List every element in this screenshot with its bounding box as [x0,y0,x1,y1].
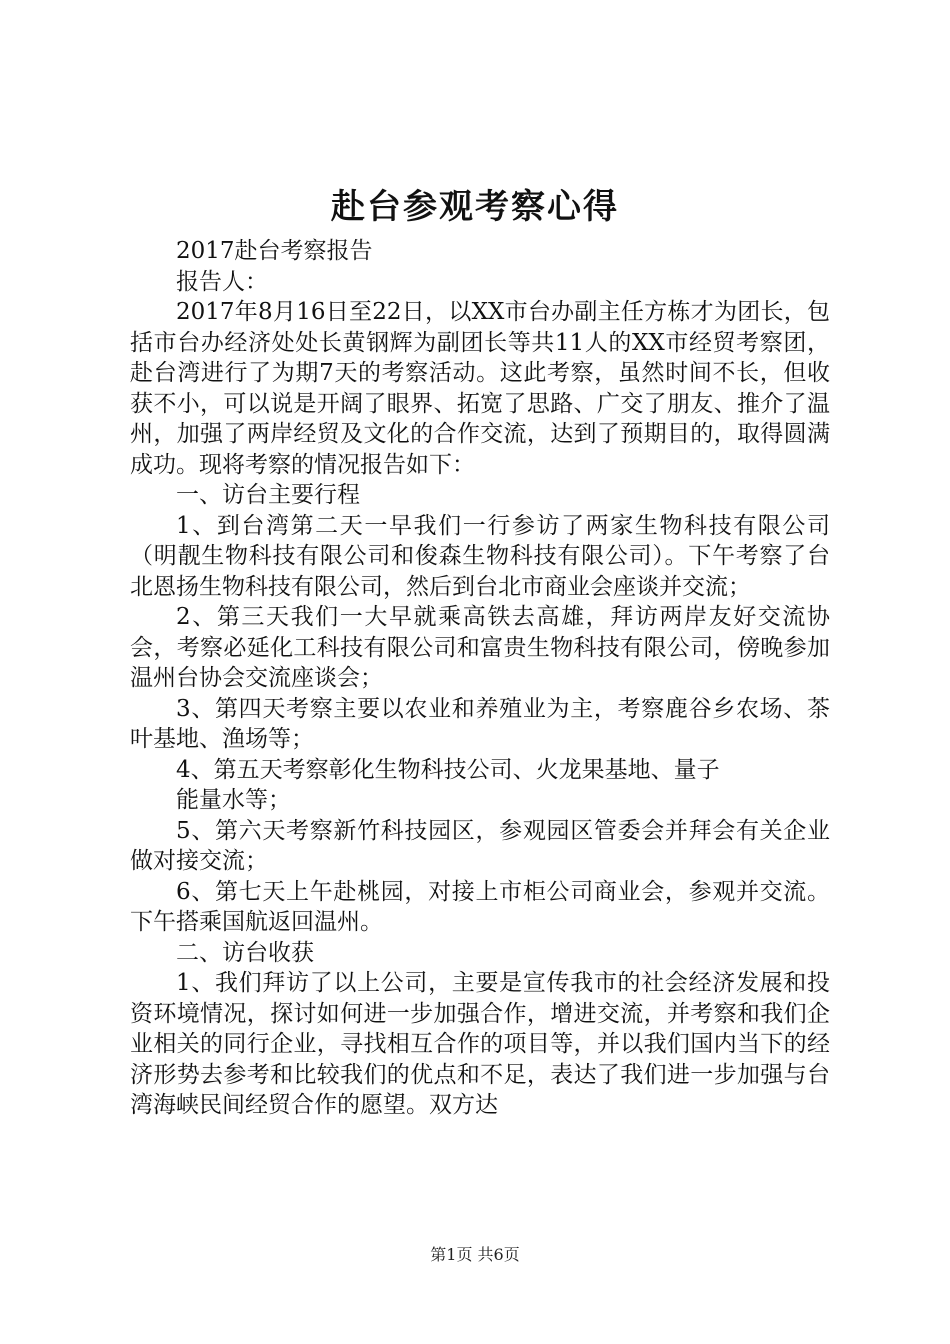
itinerary-item-5: 5、第六天考察新竹科技园区，参观园区管委会并拜会有关企业做对接交流； [130,817,830,874]
page-number-footer: 第1页 共6页 [430,1245,520,1264]
report-heading: 2017赴台考察报告 [176,238,373,264]
section-heading-gains: 二、访台收获 [176,939,314,966]
itinerary-item-1: 1、到台湾第二天一早我们一行参访了两家生物科技有限公司（明靓生物科技有限公司和俊森生物科技有限公司）。下午考察了台北恩扬生物科技有限公司，然后到台北市商业会座谈并交流； [130,512,830,600]
itinerary-item-6: 6、第七天上午赴桃园，对接上市柜公司商业会，参观并交流。下午搭乘国航返回温州。 [130,878,830,935]
itinerary-item-3: 3、第四天考察主要以农业和养殖业为主，考察鹿谷乡农场、茶叶基地、渔场等； [130,695,830,752]
reporter-line: 报告人： [176,268,268,295]
section-heading-itinerary: 一、访台主要行程 [176,482,360,508]
itinerary-item-2: 2、第三天我们一大早就乘高铁去高雄，拜访两岸友好交流协会，考察必延化工科技有限公司和富贵生物科技有限公司，傍晚参加温州台协会交流座谈会； [130,604,830,691]
gains-item-1: 1、我们拜访了以上公司，主要是宣传我市的社会经济发展和投资环境情况，探讨如何进一步加强合作，增进交流，并考察和我们企业相关的同行企业，寻找相互合作的项目等，并以我们国内当下的经济形势去参考和比较我们的优点和不足，表达了我们进一步加强与台湾海峡民间经贸合作的愿望。双方达 [130,970,830,1118]
itinerary-item-4: 4、第五天考察彰化生物科技公司、火龙果基地、量子 [176,756,720,783]
itinerary-item-4-continued: 能量水等； [176,787,291,813]
document-title: 赴台参观考察心得 [331,187,619,227]
intro-paragraph: 2017年8月16日至22日，以XX市台办副主任方栋才为团长，包括市台办经济处处长黄钢辉为副团长等共11人的XX市经贸考察团，赴台湾进行了为期7天的考察活动。这此考察，虽然时间不长，但收获不小，可以说是开阔了眼界、拓宽了思路、广交了朋友、推介了温州，加强了两岸经贸及文化的合作交流，达到了预期目的，取得圆满成功。现将考察的情况报告如下： [130,299,830,478]
document-body [130,236,830,1121]
